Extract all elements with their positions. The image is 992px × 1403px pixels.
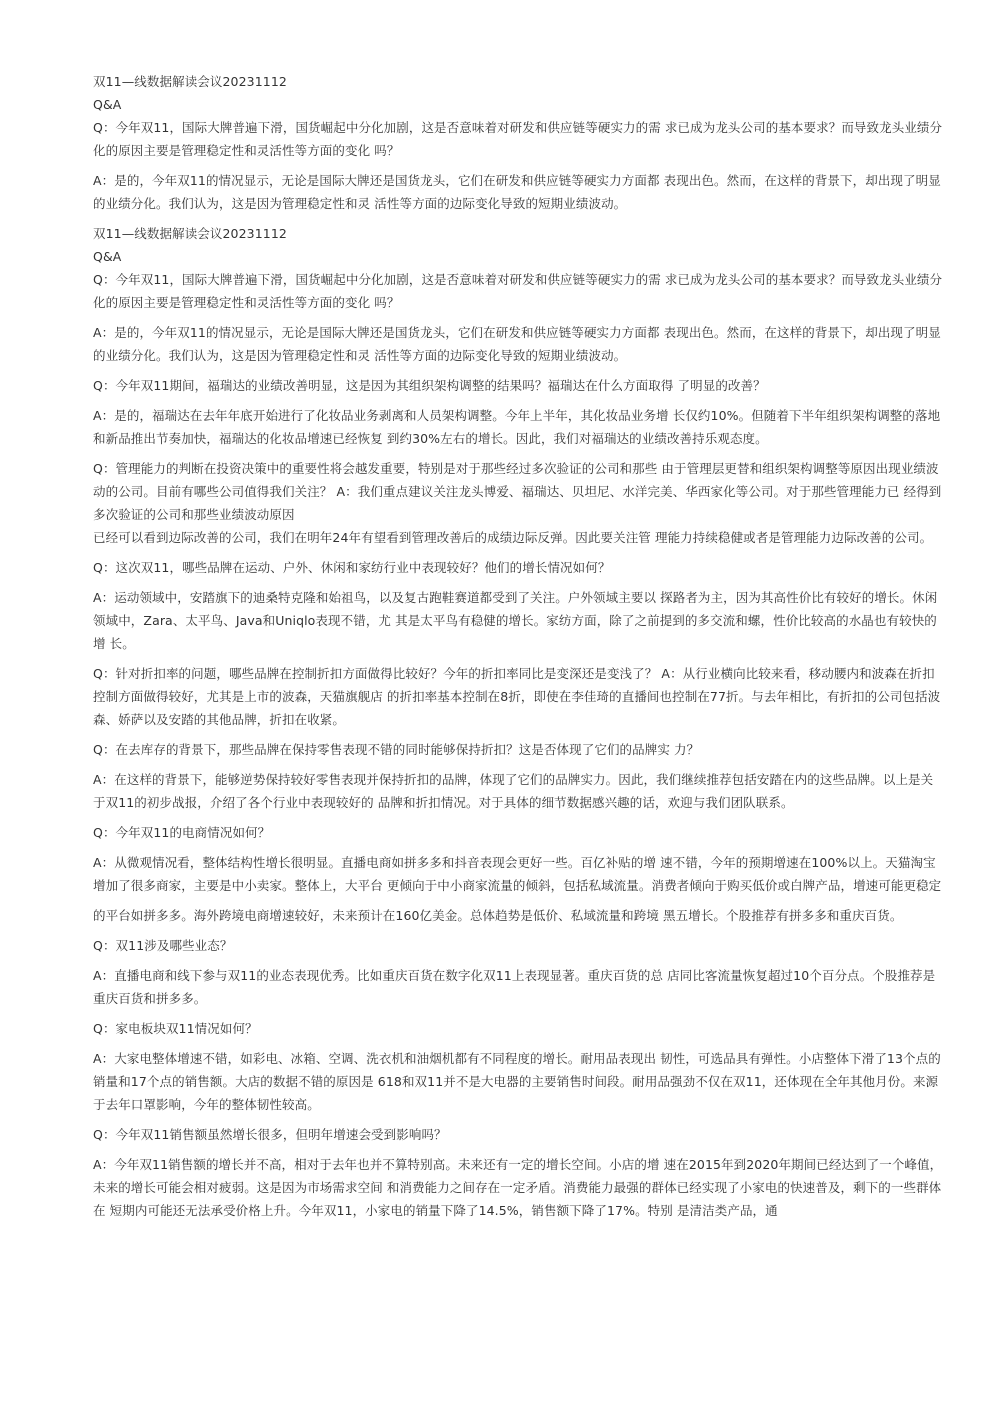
question-paragraph: Q：今年双11，国际大牌普遍下滑，国货崛起中分化加剧，这是否意味着对研发和供应链等硬实力的需 求已成为龙头公司的基本要求？而导致龙头业绩分化的原因主要是管理稳定性和灵活性等方面的变化 吗？	[93, 120, 943, 158]
question-paragraph: Q：今年双11期间，福瑞达的业绩改善明显，这是因为其组织架构调整的结果吗？福瑞达在什么方面取得 了明显的改善？	[93, 378, 766, 393]
answer-continuation: 的平台如拼多多。海外跨境电商增速较好，未来预计在160亿美金。总体趋势是低价、私域流量和跨境 黑五增长。个股推荐有拼多多和重庆百货。	[93, 908, 903, 923]
answer-paragraph: A：运动领域中，安踏旗下的迪桑特克隆和始祖鸟，以及复古跑鞋赛道都受到了关注。户外领域主要以 探路者为主，因为其高性价比有较好的增长。休闲领域中，Zara、太平鸟、Java和Uniqlo表现不错，尤 其是太平鸟有稳健的增长。家纺方面，除了之前提到的多交流和螺，性价比较高的水晶也有较快的增 长。	[93, 590, 938, 651]
question-paragraph: Q：家电板块双11情况如何？	[93, 1021, 258, 1036]
question-paragraph: Q：今年双11销售额虽然增长很多，但明年增速会受到影响吗？	[93, 1127, 447, 1142]
qa-paragraph: Q：管理能力的判断在投资决策中的重要性将会越发重要，特别是对于那些经过多次验证的公司和那些 由于管理层更替和组织架构调整等原因出现业绩波动的公司。目前有哪些公司值得我们关注？ A：我们重点建议关注龙头博爱、福瑞达、贝坦尼、水洋完美、华西家化等公司。对于那些管理能力已 经得到多次验证的公司和那些业绩波动原因	[93, 461, 942, 522]
qa-label-repeat: Q&A	[93, 249, 122, 264]
answer-paragraph: A：直播电商和线下参与双11的业态表现优秀。比如重庆百货在数字化双11上表现显著。重庆百货的总 店同比客流量恢复超过10个百分点。个股推荐是重庆百货和拼多多。	[93, 968, 936, 1006]
question-paragraph: Q：双11涉及哪些业态？	[93, 938, 233, 953]
answer-paragraph: A：从微观情况看，整体结构性增长很明显。直播电商如拼多多和抖音表现会更好一些。百亿补贴的增 速不错，今年的预期增速在100%以上。天猫淘宝增加了很多商家，主要是中小卖家。整体上，大平台 更倾向于中小商家流量的倾斜，包括私域流量。消费者倾向于购买低价或白牌产品，增速可能更稳定	[93, 855, 942, 893]
answer-paragraph: A：是的，今年双11的情况显示，无论是国际大牌还是国货龙头，它们在研发和供应链等硬实力方面都 表现出色。然而，在这样的背景下，却出现了明显的业绩分化。我们认为，这是因为管理稳定性和灵 活性等方面的边际变化导致的短期业绩波动。	[93, 325, 941, 363]
answer-paragraph: A：是的，福瑞达在去年年底开始进行了化妆品业务剥离和人员架构调整。今年上半年，其化妆品业务增 长仅约10%。但随着下半年组织架构调整的落地和新品推出节奏加快，福瑞达的化妆品增速已经恢复 到约30%左右的增长。因此，我们对福瑞达的业绩改善持乐观态度。	[93, 408, 941, 446]
qa-paragraph: Q：针对折扣率的问题，哪些品牌在控制折扣方面做得比较好？今年的折扣率同比是变深还是变浅了？ A：从行业横向比较来看，移动腰内和波森在折扣控制方面做得较好，尤其是上市的波森，天猫旗舰店 的折扣率基本控制在8折，即使在李佳琦的直播间也控制在77折。与去年相比，有折扣的公司包括波 森、娇萨以及安踏的其他品牌，折扣在收紧。	[93, 666, 941, 727]
answer-paragraph: A：在这样的背景下，能够逆势保持较好零售表现并保持折扣的品牌，体现了它们的品牌实力。因此，我们继续推荐包括安踏在内的这些品牌。以上是关于双11的初步战报，介绍了各个行业中表现较好的 品牌和折扣情况。对于具体的细节数据感兴趣的话，欢迎与我们团队联系。	[93, 772, 934, 810]
doc-title: 双11—线数据解读会议20231112	[93, 74, 287, 89]
answer-continuation: 已经可以看到边际改善的公司，我们在明年24年有望看到管理改善后的成绩边际反弹。因此要关注管 理能力持续稳健或者是管理能力边际改善的公司。	[93, 530, 933, 545]
answer-paragraph: A：是的，今年双11的情况显示，无论是国际大牌还是国货龙头，它们在研发和供应链等硬实力方面都 表现出色。然而，在这样的背景下，却出现了明显的业绩分化。我们认为，这是因为管理稳定性和灵 活性等方面的边际变化导致的短期业绩波动。	[93, 173, 941, 211]
question-paragraph: Q：这次双11，哪些品牌在运动、户外、休闲和家纺行业中表现较好？他们的增长情况如何？	[93, 560, 611, 575]
question-paragraph: Q：今年双11，国际大牌普遍下滑，国货崛起中分化加剧，这是否意味着对研发和供应链等硬实力的需 求已成为龙头公司的基本要求？而导致龙头业绩分化的原因主要是管理稳定性和灵活性等方面的变化 吗？	[93, 272, 943, 310]
answer-paragraph: A：大家电整体增速不错，如彩电、冰箱、空调、洗衣机和油烟机都有不同程度的增长。耐用品表现出 韧性，可选品具有弹性。小店整体下滑了13个点的销量和17个点的销售额。大店的数据不错的原因是 618和双11并不是大电器的主要销售时间段。耐用品强劲不仅在双11，还体现在全年其他月份。来源 于去年口罩影响，今年的整体韧性较高。	[93, 1051, 941, 1112]
document-page	[93, 70, 943, 1222]
question-paragraph: Q：在去库存的背景下，那些品牌在保持零售表现不错的同时能够保持折扣？这是否体现了它们的品牌实 力？	[93, 742, 700, 757]
qa-label: Q&A	[93, 97, 122, 112]
question-paragraph: Q：今年双11的电商情况如何？	[93, 825, 271, 840]
doc-title-repeat: 双11—线数据解读会议20231112	[93, 226, 287, 241]
answer-paragraph: A：今年双11销售额的增长并不高，相对于去年也并不算特别高。未来还有一定的增长空间。小店的增 速在2015年到2020年期间已经达到了一个峰值，未来的增长可能会相对疲弱。这是因为市场需求空间 和消费能力之间存在一定矛盾。消费能力最强的群体已经实现了小家电的快速普及，剩下的一些群体在 短期内可能还无法承受价格上升。今年双11，小家电的销量下降了14.5%，销售额下降了17%。特别 是清洁类产品，通	[93, 1157, 943, 1218]
